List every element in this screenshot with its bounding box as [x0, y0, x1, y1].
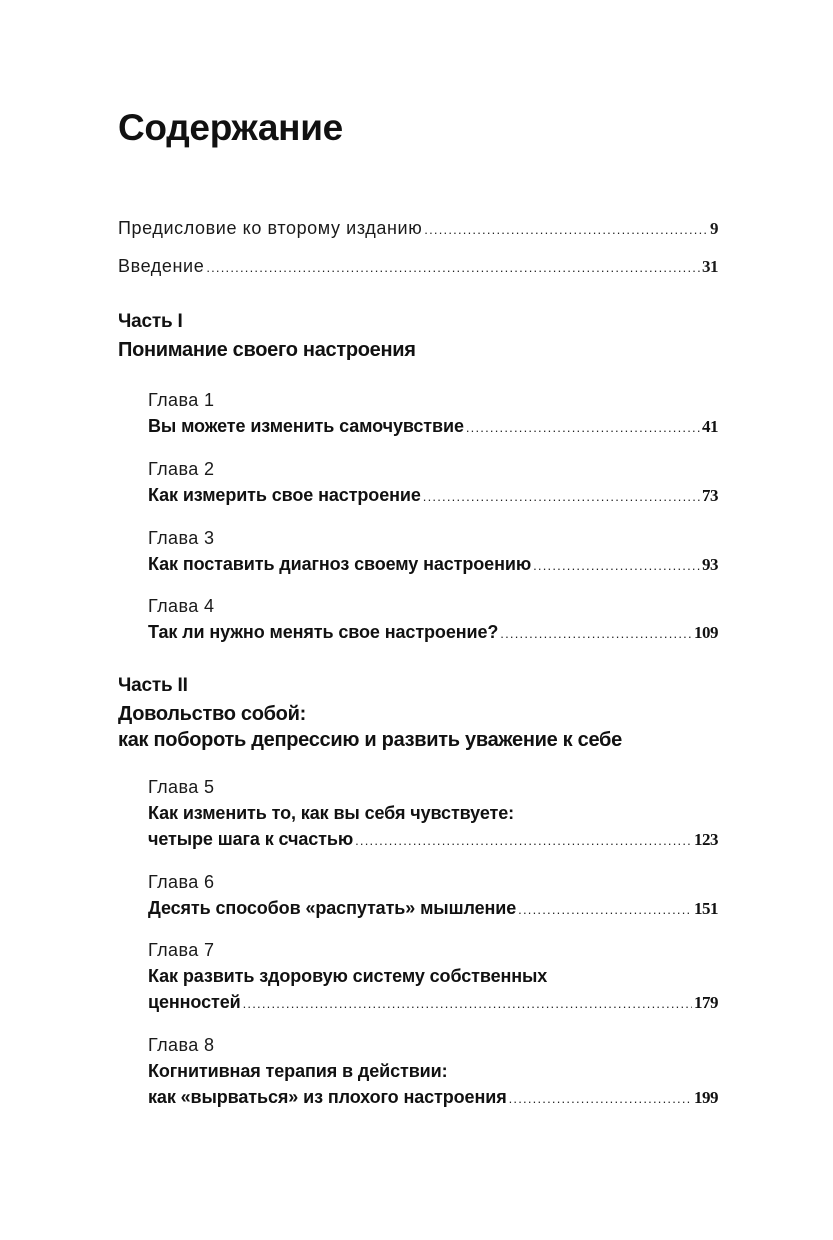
- dot-leader: [423, 485, 700, 509]
- toc-entry-chapter-2[interactable]: [148, 483, 718, 509]
- part-title: Понимание своего настроения: [118, 339, 416, 361]
- dot-leader: [500, 622, 692, 646]
- chapter-page: 199: [694, 1088, 718, 1107]
- toc-entry-chapter-7[interactable]: [148, 990, 718, 1016]
- chapter-label: Глава 8: [148, 1035, 215, 1055]
- dot-leader: [424, 218, 708, 242]
- dot-leader: [533, 554, 700, 578]
- chapter-label: Глава 2: [148, 459, 215, 479]
- chapter-title: Как поставить диагноз своему настроению: [148, 554, 532, 574]
- toc-entry-chapter-8[interactable]: [148, 1085, 718, 1111]
- dot-leader: [355, 829, 692, 853]
- toc-entry-label: Предисловие ко второму изданию: [118, 218, 423, 238]
- toc-entry-chapter-3[interactable]: [148, 552, 718, 578]
- dot-leader: [466, 416, 700, 440]
- toc-entry-chapter-5[interactable]: [148, 827, 718, 853]
- toc-entry-chapter-1[interactable]: [148, 414, 718, 440]
- toc-entry-chapter-4[interactable]: [148, 620, 718, 646]
- chapter-title-line-1: Как развить здоровую систему собственных: [148, 966, 548, 986]
- chapter-title-line-1: Когнитивная терапия в действии:: [148, 1061, 448, 1081]
- toc-entry-preface[interactable]: [118, 216, 718, 242]
- chapter-title: Так ли нужно менять свое настроение?: [148, 622, 499, 642]
- chapter-title: Вы можете изменить самочувствие: [148, 416, 464, 436]
- dot-leader: [509, 1087, 692, 1111]
- chapter-label: Глава 7: [148, 940, 215, 960]
- page-title: Содержание: [118, 107, 343, 148]
- chapter-page: 179: [694, 993, 718, 1012]
- chapter-title: четыре шага к счастью: [148, 829, 354, 849]
- chapter-page: 109: [694, 623, 718, 642]
- dot-leader: [243, 992, 692, 1016]
- toc-entry-page: 9: [710, 219, 718, 238]
- chapter-label: Глава 6: [148, 872, 215, 892]
- part-title-line-2: как побороть депрессию и развить уважение к себе: [118, 729, 622, 751]
- toc-entry-introduction[interactable]: [118, 254, 718, 280]
- part-title-line-1: Довольство собой:: [118, 703, 306, 725]
- part-label: Часть II: [118, 675, 188, 696]
- chapter-title: как «вырваться» из плохого настроения: [148, 1087, 507, 1107]
- chapter-page: 73: [702, 486, 718, 505]
- toc-entry-chapter-6[interactable]: [148, 896, 718, 922]
- chapter-label: Глава 1: [148, 390, 215, 410]
- chapter-page: 123: [694, 830, 718, 849]
- chapter-label: Глава 3: [148, 528, 215, 548]
- toc-entry-label: Введение: [118, 256, 205, 276]
- chapter-title: ценностей: [148, 992, 241, 1012]
- part-label: Часть I: [118, 311, 183, 332]
- chapter-label: Глава 4: [148, 596, 215, 616]
- chapter-page: 151: [694, 899, 718, 918]
- dot-leader: [206, 256, 700, 280]
- chapter-title: Десять способов «распутать» мышление: [148, 898, 517, 918]
- dot-leader: [518, 898, 692, 922]
- chapter-page: 93: [702, 555, 718, 574]
- toc-entry-page: 31: [702, 257, 718, 276]
- chapter-label: Глава 5: [148, 777, 215, 797]
- chapter-title-line-1: Как изменить то, как вы себя чувствуете:: [148, 803, 515, 823]
- chapter-page: 41: [702, 417, 718, 436]
- chapter-title: Как измерить свое настроение: [148, 485, 421, 505]
